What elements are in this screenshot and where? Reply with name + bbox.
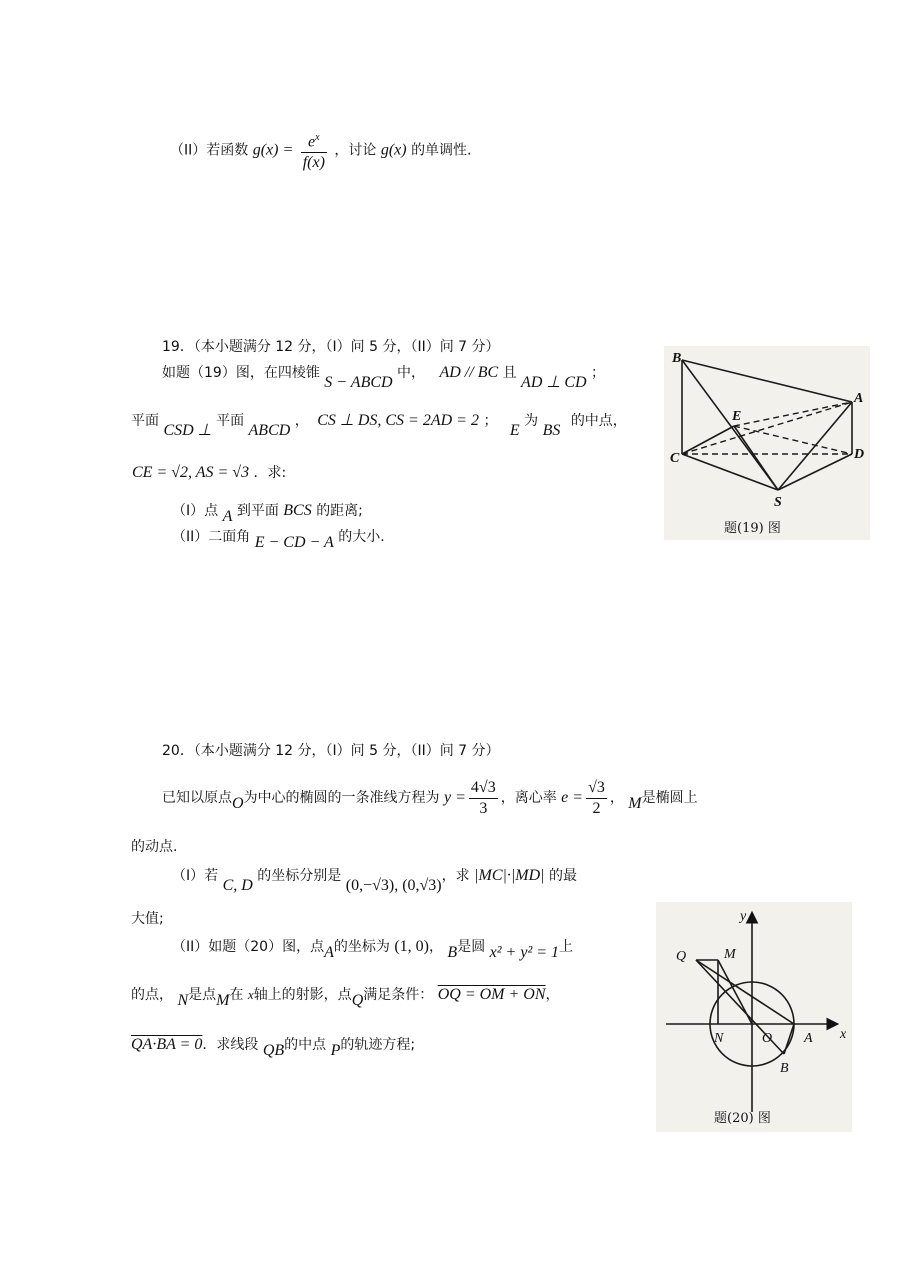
q20-line5-text2: 是点 bbox=[188, 987, 217, 1003]
label-e: E bbox=[732, 409, 742, 424]
q20-line5-text: 的点， bbox=[131, 987, 173, 1003]
q19-line1-text2: 中， bbox=[397, 365, 426, 381]
unit-circle: x² + y² = 1 bbox=[489, 944, 560, 961]
q20-part2-text4: 是圆 bbox=[457, 939, 486, 955]
q20-line2: 的动点. bbox=[131, 839, 178, 855]
directrix-fraction bbox=[469, 778, 498, 819]
q20-part2-text2: 的坐标为 bbox=[333, 939, 390, 955]
q20-line1-text3: ，离心率 bbox=[500, 790, 557, 806]
dot-product-eq: QA·BA = 0 bbox=[131, 1036, 203, 1053]
cd-coords: (0,−√3), (0,√3) bbox=[345, 877, 442, 894]
q20-line5-text5: 满足条件： bbox=[363, 987, 434, 1003]
circle-diagram bbox=[656, 902, 852, 1132]
point-a2: A bbox=[324, 944, 334, 961]
q18-part2-end: 的单调性. bbox=[411, 142, 472, 159]
q20-line5-text4: 轴上的射影，点 bbox=[253, 987, 352, 1003]
q19-part2 bbox=[172, 526, 385, 551]
q19-line2-text4: ； bbox=[483, 413, 498, 429]
plane-csd: CSD ⊥ bbox=[163, 422, 212, 439]
q19-line2-text: 平面 bbox=[131, 413, 159, 429]
q19-line3-text: ．求: bbox=[253, 465, 287, 481]
q19-line1-text4: ； bbox=[591, 365, 605, 381]
fig20-label-o: O bbox=[762, 1031, 773, 1046]
label-c: C bbox=[670, 451, 680, 466]
q19-line2-text2: 平面 bbox=[216, 413, 245, 429]
q19-line2-text6: 的中点， bbox=[570, 413, 627, 429]
g-num: e bbox=[308, 133, 316, 151]
q20-part2-text5: 上 bbox=[559, 939, 574, 955]
q18-part2-label: （II）若函数 bbox=[170, 142, 249, 159]
q20-line5-text6: ， bbox=[545, 987, 560, 1003]
q19-part1-text: （I）点 bbox=[172, 503, 219, 519]
fig20-label-n: N bbox=[714, 1031, 724, 1046]
q20-part1-text4: 的最 bbox=[549, 868, 578, 884]
plane-bcs: BCS bbox=[283, 502, 312, 519]
g-num-exp: x bbox=[315, 132, 320, 143]
points-cd: C, D bbox=[222, 877, 253, 894]
q20-line6-text: ．求线段 bbox=[202, 1037, 259, 1053]
pyramid-diagram bbox=[664, 346, 870, 540]
q20-part2-text3: ， bbox=[428, 939, 443, 955]
segment-bs: BS bbox=[542, 422, 561, 439]
figure-20 bbox=[656, 902, 852, 1132]
q19-line2-text5: 为 bbox=[524, 413, 539, 429]
q19-part2-text2: 的大小. bbox=[338, 529, 385, 545]
point-q: Q bbox=[351, 992, 364, 1009]
q19-line2-text3: ， bbox=[294, 413, 309, 429]
eccentricity-den: 2 bbox=[592, 799, 601, 817]
q19-header: 19．（本小题满分 12 分，（I）问 5 分，（II）问 7 分） bbox=[162, 339, 500, 355]
a-coord: (1, 0) bbox=[394, 938, 429, 955]
q20-part1-text3: ，求 bbox=[441, 868, 470, 884]
point-m: M bbox=[628, 795, 642, 812]
q19-line2 bbox=[131, 410, 627, 439]
q19-part1-text3: 的距离; bbox=[316, 503, 363, 519]
vector-eq: OQ = OM + ON bbox=[437, 986, 546, 1003]
q19-part2-text: （II）二面角 bbox=[172, 529, 251, 545]
q19-line3 bbox=[132, 462, 286, 482]
plane-abcd: ABCD bbox=[248, 422, 291, 439]
q19-part1 bbox=[172, 500, 363, 525]
point-n: N bbox=[177, 992, 189, 1009]
q18-part2-mid: ，讨论 bbox=[334, 142, 377, 159]
label-b: B bbox=[672, 351, 682, 366]
origin-o: O bbox=[232, 795, 244, 812]
label-a: A bbox=[854, 391, 864, 406]
pyramid-name: S − ABCD bbox=[324, 374, 393, 391]
parallel-cond: AD // BC bbox=[439, 364, 499, 381]
g-ref: g(x) bbox=[380, 141, 407, 159]
q20-line1-text4: ， bbox=[609, 790, 624, 806]
figure-20-caption: 题(20) 图 bbox=[714, 1111, 771, 1126]
g-lhs: g(x) = bbox=[252, 141, 294, 159]
fig20-label-y: y bbox=[740, 909, 747, 924]
q20-header: 20．（本小题满分 12 分，（I）问 5 分，（II）问 7 分） bbox=[162, 743, 500, 759]
eccentricity-num: √3 bbox=[586, 778, 607, 799]
fig20-label-x: x bbox=[840, 1027, 847, 1042]
directrix-num: 4√3 bbox=[469, 778, 498, 799]
q20-part2-text: （II）如题（20）图，点 bbox=[172, 939, 325, 955]
eccentricity-lhs: e = bbox=[561, 789, 584, 806]
segment-qb: QB bbox=[262, 1042, 285, 1059]
q18-part2 bbox=[170, 128, 472, 172]
q20-line6-text2: 的中点 bbox=[284, 1037, 327, 1053]
q20-line1-text2: 为中心的椭圆的一条准线方程为 bbox=[243, 790, 440, 806]
q19-line1-text: 如题（19）图，在四棱锥 bbox=[162, 365, 320, 381]
product-expr: |MC|·|MD| bbox=[474, 867, 545, 884]
q20-line6 bbox=[131, 1030, 415, 1060]
point-e: E bbox=[509, 422, 520, 439]
directrix-den: 3 bbox=[479, 799, 488, 817]
q20-line5 bbox=[131, 980, 560, 1010]
eccentricity-fraction bbox=[586, 778, 607, 819]
q20-part1-text2: 的坐标分别是 bbox=[257, 868, 342, 884]
label-d: D bbox=[854, 447, 865, 462]
q20-line-max: 大值; bbox=[131, 911, 164, 927]
q20-part1-text: （I）若 bbox=[172, 868, 219, 884]
point-b: B bbox=[447, 944, 458, 961]
fig20-label-m: M bbox=[724, 947, 736, 962]
ce-as-cond: CE = √2, AS = √3 bbox=[132, 464, 250, 481]
q20-line6-text3: 的轨迹方程; bbox=[340, 1037, 416, 1053]
q20-line5-text3: 在 bbox=[229, 987, 244, 1003]
point-a: A bbox=[222, 508, 233, 525]
fig20-label-q: Q bbox=[676, 949, 687, 964]
figure-19-caption: 题(19) 图 bbox=[724, 521, 781, 536]
g-fraction bbox=[301, 128, 327, 173]
directrix-lhs: y = bbox=[444, 789, 466, 806]
q19-line1 bbox=[162, 362, 605, 391]
q20-line1-text5: 是椭圆上 bbox=[641, 790, 698, 806]
fig20-label-b: B bbox=[780, 1061, 789, 1076]
x-axis-label: x bbox=[247, 987, 254, 1002]
q20-line1 bbox=[162, 770, 698, 826]
q20-line1-text: 已知以原点 bbox=[162, 790, 232, 806]
point-m2: M bbox=[216, 992, 230, 1009]
figure-19 bbox=[664, 346, 870, 540]
q19-line1-text3: 且 bbox=[502, 365, 517, 381]
dihedral-angle: E − CD − A bbox=[254, 534, 334, 551]
label-s: S bbox=[774, 495, 782, 510]
q19-part1-text2: 到平面 bbox=[236, 503, 279, 519]
fig20-label-a: A bbox=[804, 1031, 813, 1046]
perp-cond: AD ⊥ CD bbox=[521, 374, 587, 391]
q20-part1 bbox=[172, 856, 577, 896]
q20-part2 bbox=[172, 932, 573, 962]
cs-cond: CS ⊥ DS, CS = 2AD = 2 bbox=[317, 412, 479, 429]
point-p: P bbox=[330, 1042, 341, 1059]
g-den: f(x) bbox=[302, 154, 325, 172]
